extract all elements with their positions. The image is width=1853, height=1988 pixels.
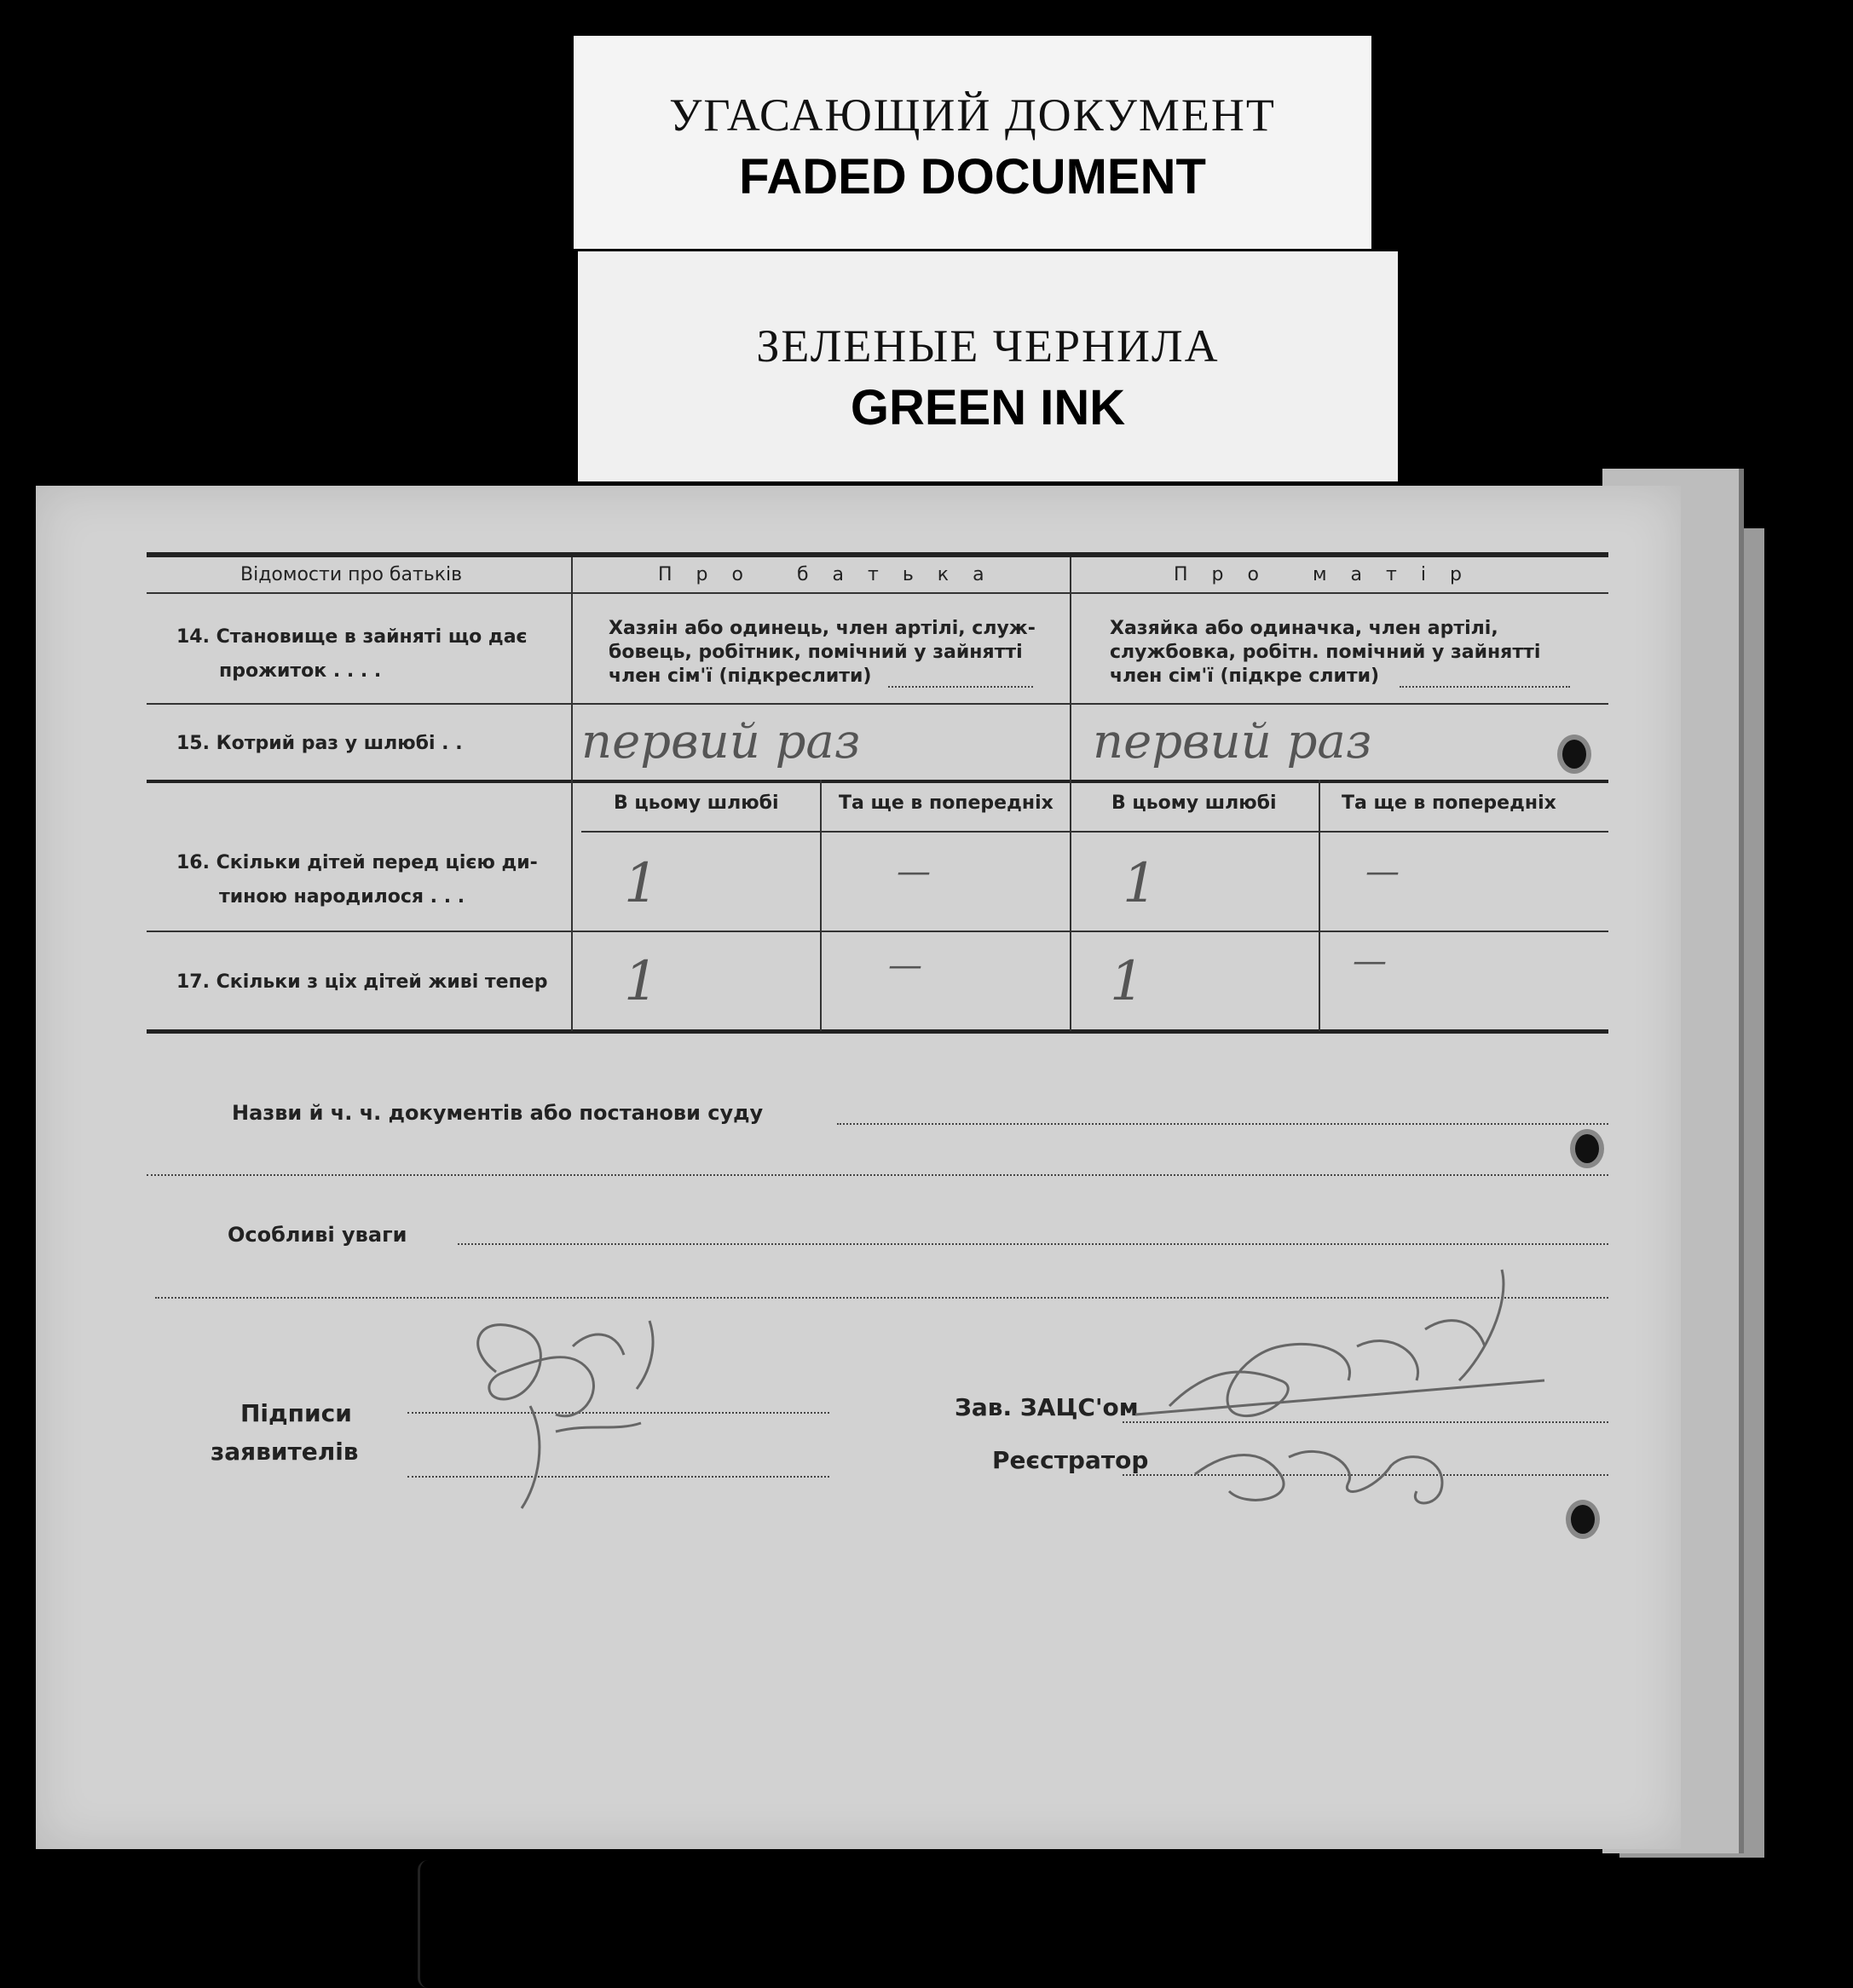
documents-line-1 [837, 1123, 1608, 1125]
row14-label-2: прожиток . . . . [219, 660, 382, 682]
subheader-divider [581, 831, 1608, 833]
row16-divider [147, 931, 1608, 932]
documents-line-2 [147, 1174, 1608, 1176]
row14-mother-3: член сім'ї (підкре слити) [1110, 666, 1380, 687]
green-ink-label-en: GREEN INK [850, 380, 1126, 435]
applicants-brace [418, 1860, 436, 1988]
documents-label: Назви й ч. ч. документів або постанови суду [232, 1101, 764, 1125]
header-mother: Про матір [1174, 564, 1486, 585]
row14-mother-2: службовка, робітн. помічний у зайнятті [1110, 642, 1541, 663]
row17-father-previous: — [888, 946, 922, 985]
row16-label-1: 16. Скільки дітей перед цією ди- [176, 852, 538, 873]
row15-mother-handwriting: первий раз [1093, 714, 1372, 769]
father-sub-previous: Та ще в попередніх [839, 792, 1053, 814]
row14-label-1: 14. Становище в зайняті що дає [176, 626, 528, 648]
row15-father-handwriting: первий раз [581, 714, 861, 769]
row16-mother-this: 1 [1123, 852, 1157, 915]
col-divider-2 [1070, 557, 1071, 1031]
row16-father-this: 1 [624, 852, 659, 915]
applicants-label-2: заявителів [211, 1438, 359, 1466]
green-ink-label [578, 251, 1398, 481]
applicant-signature [445, 1295, 726, 1517]
registrar-label: Реєстратор [992, 1446, 1149, 1474]
row15-divider [147, 780, 1608, 783]
faded-label-en: FADED DOCUMENT [739, 149, 1206, 205]
mother-sub-this-marriage: В цьому шлюбі [1111, 792, 1277, 814]
row16-label-2: тиною народилося . . . [219, 886, 465, 908]
remarks-line-1 [458, 1243, 1608, 1245]
row17-mother-this: 1 [1110, 950, 1145, 1013]
row14-father-2: бовець, робітник, помічний у зайнятті [609, 642, 1023, 663]
col-divider-1 [571, 557, 573, 1031]
row14-father-3: член сім'ї (підкреслити) [609, 666, 872, 687]
row14-mother-1: Хазяйка або одиначка, член артілі, [1110, 618, 1498, 639]
row14-father-1: Хазяін або одинець, член артілі, служ- [609, 618, 1036, 639]
row14-father-dotted [888, 686, 1033, 688]
applicants-label-1: Підписи [240, 1399, 352, 1427]
green-ink-label-ru: ЗЕЛЕНЫЕ ЧЕРНИЛА [756, 320, 1220, 372]
header-father: Про батька [658, 564, 1008, 585]
row17-father-this: 1 [624, 950, 659, 1013]
binding-hole [1570, 1129, 1604, 1168]
binding-hole [1557, 735, 1591, 774]
row17-label: 17. Скільки з ціх дітей живі тепер [176, 971, 548, 993]
row17-mother-previous: — [1353, 942, 1387, 981]
register-form-sheet [36, 486, 1681, 1849]
header-parents: Відомости про батьків [240, 564, 463, 585]
row16-father-previous: — [897, 852, 931, 891]
faded-label-ru: УГАСАЮЩИЙ ДОКУМЕНТ [669, 89, 1276, 141]
col-divider-father-sub [820, 780, 822, 1031]
row16-mother-previous: — [1365, 852, 1400, 891]
faded-document-label [574, 36, 1371, 249]
binding-hole [1566, 1500, 1600, 1539]
mother-sub-previous: Та ще в попередніх [1342, 792, 1556, 814]
father-sub-this-marriage: В цьому шлюбі [614, 792, 779, 814]
row15-label: 15. Котрий раз у шлюбі . . [176, 733, 463, 754]
table-bottom-rule [147, 1029, 1608, 1034]
remarks-label: Особливі уваги [228, 1223, 407, 1247]
table-top-rule [147, 552, 1608, 557]
head-registrar-signature [1135, 1253, 1579, 1525]
row14-divider [147, 703, 1608, 705]
col-divider-mother-sub [1319, 780, 1320, 1031]
header-divider [147, 592, 1608, 594]
row14-mother-dotted [1400, 686, 1570, 688]
head-label: Зав. ЗАЦС'ом [955, 1393, 1139, 1421]
